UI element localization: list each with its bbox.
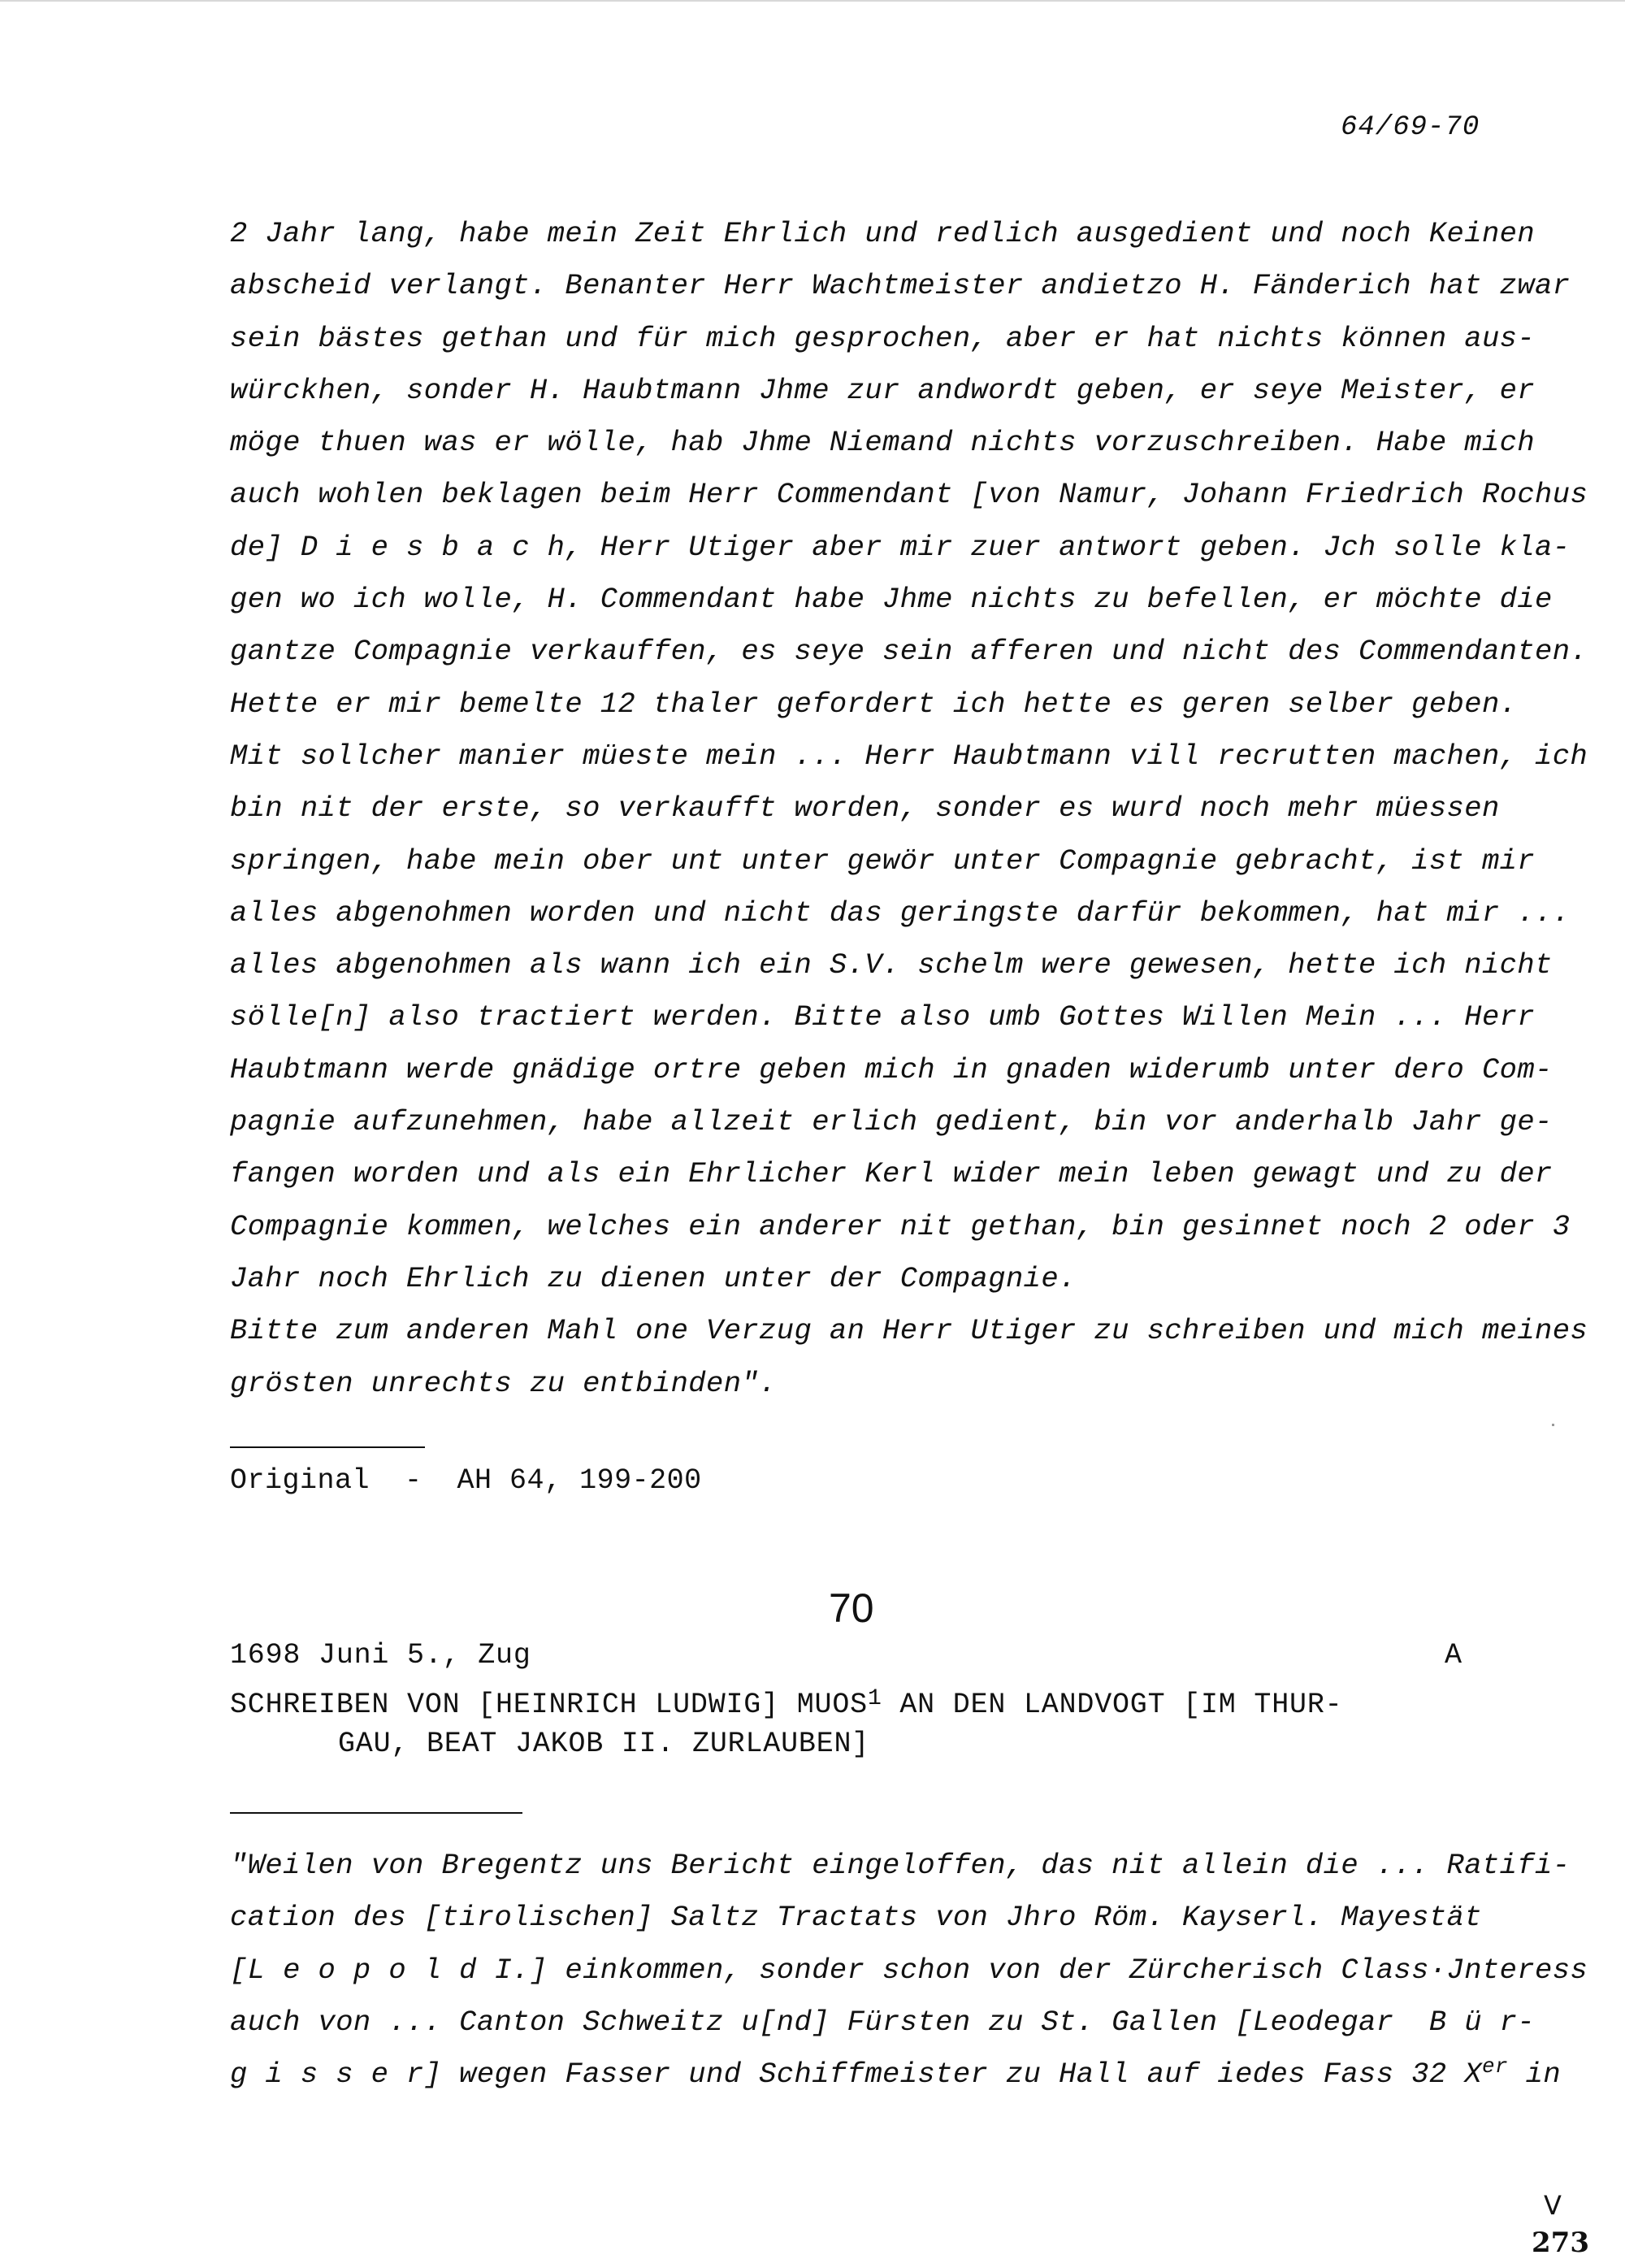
document-type-mark: A	[1445, 1639, 1462, 1672]
stray-mark	[1552, 1424, 1554, 1426]
text-line: sölle[n] also tractiert werden. Bitte also umb Gottes Willen Mein ... Herr	[230, 1000, 1536, 1034]
document-title-line-2: GAU, BEAT JAKOB II. ZURLAUBEN]	[338, 1728, 870, 1760]
separator-rule	[230, 1446, 425, 1448]
document-title-line-1	[230, 1686, 1343, 1721]
text-line: [L e o p o l d I.] einkommen, sonder schon von der Zürcherisch Class·Jnteress	[230, 1953, 1588, 1987]
text-line: de] D i e s b a c h, Herr Utiger aber mir zuer antwort geben. Jch solle kla-	[230, 530, 1571, 564]
document-date-place: 1698 Juni 5., Zug	[230, 1639, 531, 1672]
text-line: alles abgenohmen als wann ich ein S.V. schelm were gewesen, hette ich nicht	[230, 948, 1553, 982]
text-line: möge thuen was er wölle, hab Jhme Niemand nichts vorzuschreiben. Habe mich	[230, 426, 1536, 460]
text-line: würckhen, sonder H. Haubtmann Jhme zur andwordt geben, er seye Meister, er	[230, 373, 1536, 407]
text-line: grösten unrechts zu entbinden".	[230, 1366, 777, 1400]
separator-rule	[230, 1812, 522, 1814]
text-segment: g i s s e r] wegen Fasser und Schiffmeister zu Hall auf iedes Fass 32 X	[230, 2058, 1482, 2092]
text-line: gantze Compagnie verkauffen, es seye sein afferen und nicht des Commendanten.	[230, 635, 1588, 669]
title-text: SCHREIBEN VON [HEINRICH LUDWIG] MUOS	[230, 1689, 868, 1721]
handwritten-folio-number: 273	[1532, 2227, 1589, 2259]
text-line: abscheid verlangt. Benanter Herr Wachtmeister andietzo H. Fänderich hat zwar	[230, 269, 1571, 303]
text-line: gen wo ich wolle, H. Commendant habe Jhme nichts zu befellen, er möchte die	[230, 583, 1553, 617]
text-line: auch wohlen beklagen beim Herr Commendant [von Namur, Johann Friedrich Rochus	[230, 478, 1588, 512]
text-line: springen, habe mein ober unt unter gewör unter Compagnie gebracht, ist mir	[230, 843, 1536, 878]
text-line	[230, 2049, 1562, 2101]
text-line: bin nit der erste, so verkaufft worden, sonder es wurd noch mehr müessen	[230, 791, 1500, 826]
handwritten-check-mark: V	[1544, 2190, 1562, 2221]
letter-text-continued	[230, 208, 1588, 1410]
text-line: fangen worden und als ein Ehrlicher Kerl wider mein leben gewagt und zu der	[230, 1157, 1553, 1191]
text-line: Bitte zum anderen Mahl one Verzug an Herr Utiger zu schreiben und mich meines	[230, 1314, 1588, 1348]
source-note: Original - AH 64, 199-200	[230, 1464, 702, 1497]
text-line: sein bästes gethan und für mich gesprochen, aber er hat nichts können aus-	[230, 321, 1536, 355]
page-reference: 64/69-70	[1341, 112, 1480, 143]
text-line: Mit sollcher manier müeste mein ... Herr Haubtmann vill recrutten machen, ich	[230, 739, 1588, 773]
text-line: Compagnie kommen, welches ein anderer nit gethan, bin gesinnet noch 2 oder 3	[230, 1209, 1571, 1243]
text-line: Haubtmann werde gnädige ortre geben mich in gnaden widerumb unter dero Com-	[230, 1052, 1553, 1086]
text-line: pagnie aufzunehmen, habe allzeit erlich gedient, bin vor anderhalb Jahr ge-	[230, 1105, 1553, 1139]
text-line: cation des [tirolischen] Saltz Tractats von Jhro Röm. Kayserl. Mayestät	[230, 1901, 1482, 1935]
text-line: Hette er mir bemelte 12 thaler gefordert ich hette es geren selber geben.	[230, 687, 1518, 721]
document-number: 70	[829, 1585, 874, 1631]
footnote-marker: 1	[867, 1686, 882, 1711]
top-edge-line	[0, 0, 1625, 2]
text-line: auch von ... Canton Schweitz u[nd] Fürsten zu St. Gallen [Leodegar B ü r-	[230, 2005, 1536, 2039]
superscript: er	[1481, 2054, 1508, 2079]
letter-text	[230, 1840, 1588, 2101]
text-segment: in	[1507, 2058, 1562, 2092]
text-line: Jahr noch Ehrlich zu dienen unter der Compagnie.	[230, 1261, 1077, 1295]
text-line: 2 Jahr lang, habe mein Zeit Ehrlich und redlich ausgedient und noch Keinen	[230, 217, 1536, 250]
text-line: "Weilen von Bregentz uns Bericht eingeloffen, das nit allein die ... Ratifi-	[230, 1849, 1571, 1882]
text-line: alles abgenohmen worden und nicht das geringste darfür bekommen, hat mir ...	[230, 895, 1571, 930]
title-text: AN DEN LANDVOGT [IM THUR-	[882, 1689, 1343, 1721]
